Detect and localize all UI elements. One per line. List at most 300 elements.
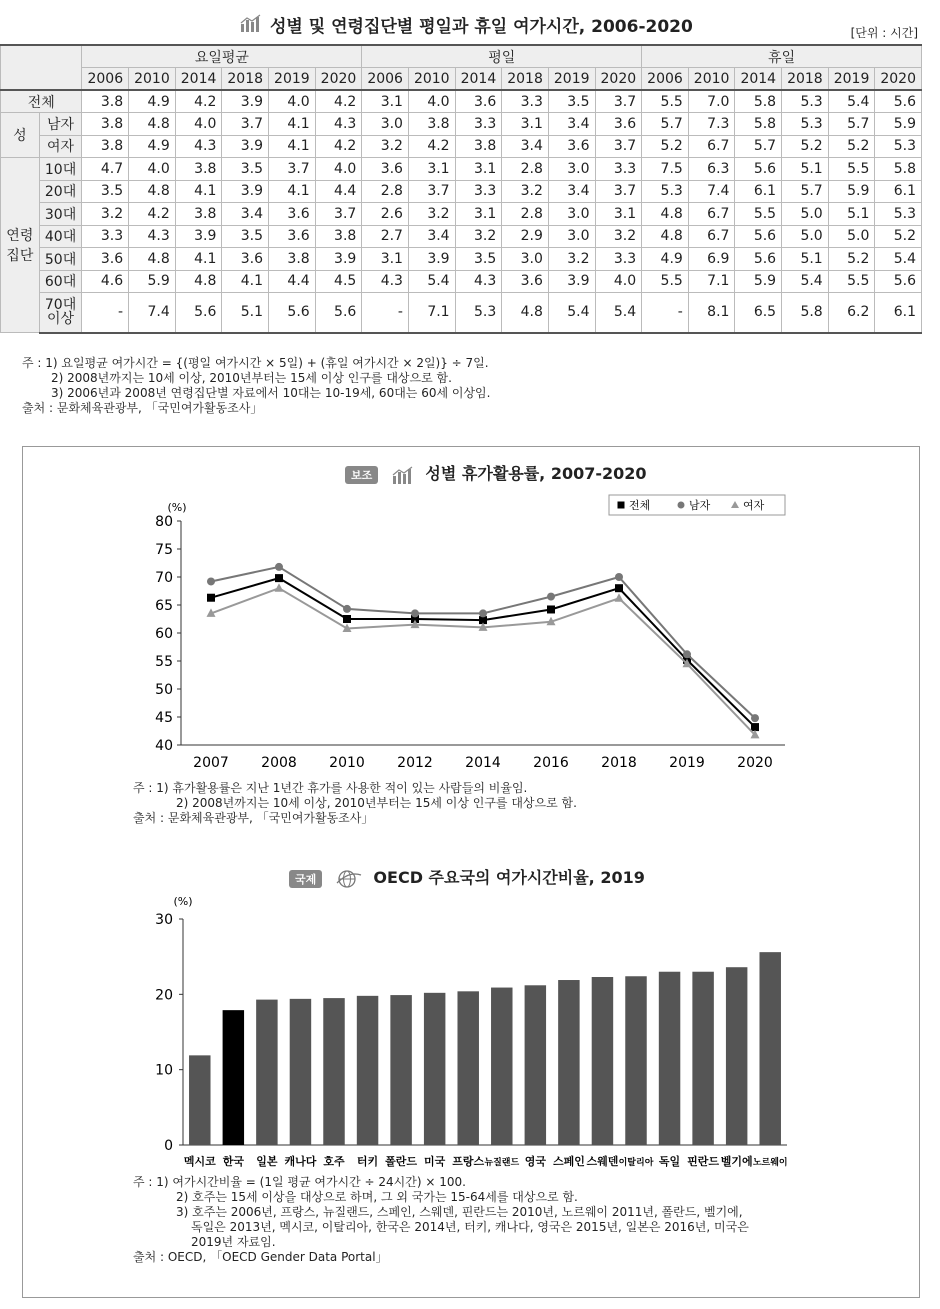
- table-cell: 5.4: [875, 248, 922, 271]
- row-category: 성: [1, 113, 40, 158]
- row-label: 남자: [39, 113, 82, 136]
- table-row: [1, 113, 922, 136]
- table-cell: 5.7: [828, 113, 875, 136]
- series-line-0: [211, 578, 755, 727]
- table-cell: 5.9: [129, 270, 176, 293]
- table-cell: 3.8: [82, 135, 129, 158]
- table-cell: 3.0: [548, 203, 595, 226]
- row-label: 30대: [39, 203, 82, 226]
- year-header: 2014: [455, 68, 502, 91]
- table-cell: 5.3: [782, 113, 829, 136]
- table-cell: 4.8: [175, 270, 222, 293]
- table-cell: 5.6: [315, 293, 362, 333]
- table-cell: 5.3: [875, 135, 922, 158]
- table-cell: 8.1: [688, 293, 735, 333]
- table-row: [1, 90, 922, 113]
- category-label: 핀란드: [687, 1155, 720, 1168]
- table-cell: 7.5: [642, 158, 689, 181]
- table-cell: 3.1: [455, 158, 502, 181]
- bar: [390, 995, 411, 1145]
- table-cell: 3.1: [455, 203, 502, 226]
- table-cell: 4.1: [222, 270, 269, 293]
- table-cell: 5.2: [782, 135, 829, 158]
- table-cell: 4.1: [175, 248, 222, 271]
- x-tick-label: 2010: [329, 755, 365, 771]
- table-cell: 5.5: [828, 158, 875, 181]
- data-point: [615, 593, 624, 602]
- table-cell: 4.9: [642, 248, 689, 271]
- category-label: 폴란드: [385, 1155, 418, 1168]
- table-cell: 4.3: [175, 135, 222, 158]
- table-cell: 5.0: [782, 225, 829, 248]
- table-row: [1, 180, 922, 203]
- leisure-time-table: [0, 44, 922, 334]
- table-notes: [22, 356, 490, 416]
- table-cell: 5.6: [735, 158, 782, 181]
- table-cell: 5.7: [782, 180, 829, 203]
- year-header: 2006: [82, 68, 129, 91]
- table-cell: 3.6: [455, 90, 502, 113]
- year-header: 2006: [642, 68, 689, 91]
- table-cell: 4.1: [269, 180, 316, 203]
- table-row: [1, 225, 922, 248]
- table-cell: 3.8: [408, 113, 455, 136]
- table-cell: 3.5: [455, 248, 502, 271]
- table-cell: 3.3: [82, 225, 129, 248]
- legend-marker: [678, 502, 685, 509]
- bar: [323, 998, 344, 1145]
- year-header: 2018: [502, 68, 549, 91]
- y-tick-label: 75: [155, 542, 173, 558]
- table-cell: 5.5: [642, 90, 689, 113]
- note-line: 2) 2008년까지는 10세 이상, 2010년부터는 15세 이상 인구를 대상으로 함.: [51, 371, 452, 385]
- note-line: 주 : 1) 휴가활용률은 지난 1년간 휴가를 사용한 적이 있는 사람들의 비율임.: [133, 781, 528, 795]
- table-cell: 6.1: [735, 180, 782, 203]
- line-chart-title: [345, 461, 647, 484]
- table-cell: 7.4: [688, 180, 735, 203]
- x-tick-label: 2016: [533, 755, 569, 771]
- table-cell: 3.7: [269, 158, 316, 181]
- source-line: 출처 : 문화체육관광부, 「국민여가활동조사」: [133, 811, 374, 825]
- category-label: 스페인: [552, 1155, 585, 1168]
- y-tick-label: 80: [155, 514, 173, 530]
- table-row: [1, 293, 922, 333]
- table-cell: 5.6: [735, 248, 782, 271]
- table-cell: 2.6: [362, 203, 409, 226]
- table-cell: 4.2: [315, 135, 362, 158]
- category-label: 미국: [424, 1155, 446, 1168]
- table-cell: 5.6: [269, 293, 316, 333]
- year-header: 2019: [269, 68, 316, 91]
- table-cell: 3.6: [82, 248, 129, 271]
- table-cell: 3.9: [222, 135, 269, 158]
- category-label: 영국: [524, 1155, 546, 1168]
- year-header: 2014: [175, 68, 222, 91]
- table-cell: 4.0: [269, 90, 316, 113]
- table-cell: 5.2: [875, 225, 922, 248]
- table-cell: 5.9: [875, 113, 922, 136]
- table-cell: 5.1: [828, 203, 875, 226]
- table-cell: 3.6: [362, 158, 409, 181]
- table-cell: 3.9: [222, 180, 269, 203]
- row-label: 60대: [39, 270, 82, 293]
- data-point: [411, 609, 419, 617]
- table-cell: 4.1: [175, 180, 222, 203]
- table-cell: 3.0: [548, 158, 595, 181]
- table-cell: 2.9: [502, 225, 549, 248]
- note-line: 2) 호주는 15세 이상을 대상으로 하며, 그 외 국가는 15-64세를 대상으로 함.: [176, 1190, 578, 1204]
- table-cell: 3.8: [82, 90, 129, 113]
- bar-chart: [23, 891, 919, 1171]
- unit-label: [단위 : 시간]: [850, 26, 918, 40]
- category-label: 벨기에: [720, 1155, 753, 1168]
- category-label: 노르웨이: [752, 1158, 788, 1168]
- bar: [491, 988, 512, 1145]
- bar: [189, 1055, 210, 1145]
- table-cell: 5.4: [408, 270, 455, 293]
- table-cell: 6.2: [828, 293, 875, 333]
- note-line: 3) 호주는 2006년, 프랑스, 뉴질랜드, 스페인, 스웨덴, 핀란드는 2010년, 노르웨이 2011년, 폴란드, 벨기에,: [176, 1205, 743, 1219]
- table-cell: 4.0: [315, 158, 362, 181]
- x-tick-label: 2007: [193, 755, 229, 771]
- table-cell: 5.6: [875, 270, 922, 293]
- table-cell: 3.5: [548, 90, 595, 113]
- year-header: 2020: [875, 68, 922, 91]
- table-cell: 5.2: [642, 135, 689, 158]
- bar: [625, 976, 646, 1145]
- table-cell: 5.8: [735, 90, 782, 113]
- table-cell: 5.8: [782, 293, 829, 333]
- row-label: 전체: [1, 90, 82, 113]
- bar: [726, 967, 747, 1145]
- data-point: [683, 650, 691, 658]
- table-cell: 3.9: [408, 248, 455, 271]
- table-cell: 3.4: [548, 113, 595, 136]
- table-cell: 3.6: [502, 270, 549, 293]
- year-header: 2019: [548, 68, 595, 91]
- table-cell: 3.6: [222, 248, 269, 271]
- table-cell: 4.3: [315, 113, 362, 136]
- table-cell: 3.6: [269, 225, 316, 248]
- table-cell: 5.4: [595, 293, 642, 333]
- table-cell: 2.8: [502, 203, 549, 226]
- table-cell: 3.5: [222, 158, 269, 181]
- y-tick-label: 50: [155, 682, 173, 698]
- year-header-row: [1, 68, 922, 91]
- bar: [357, 996, 378, 1145]
- line-chart-title-text: 성별 휴가활용률, 2007-2020: [425, 464, 647, 483]
- table-cell: 3.8: [455, 135, 502, 158]
- table-cell: 5.1: [222, 293, 269, 333]
- row-label: 여자: [39, 135, 82, 158]
- legend-label: 여자: [743, 499, 765, 512]
- table-cell: 3.8: [315, 225, 362, 248]
- year-header: 2010: [408, 68, 455, 91]
- table-cell: 6.9: [688, 248, 735, 271]
- table-cell: 4.1: [269, 135, 316, 158]
- table-cell: 5.8: [875, 158, 922, 181]
- table-cell: 4.9: [129, 90, 176, 113]
- table-cell: 5.6: [875, 90, 922, 113]
- table-cell: 5.5: [828, 270, 875, 293]
- x-tick-label: 2012: [397, 755, 433, 771]
- table-body: [1, 90, 922, 333]
- data-point: [343, 615, 351, 623]
- data-point: [343, 605, 351, 613]
- category-label: 호주: [323, 1155, 345, 1168]
- bar: [759, 952, 780, 1145]
- table-cell: -: [642, 293, 689, 333]
- year-header: 2020: [595, 68, 642, 91]
- note-line: 주 : 1) 여가시간비율 = (1일 평균 여가시간 ÷ 24시간) × 100.: [133, 1175, 466, 1189]
- data-point: [275, 563, 283, 571]
- bar: [592, 977, 613, 1145]
- table-cell: 3.1: [408, 158, 455, 181]
- table-cell: 3.4: [502, 135, 549, 158]
- data-point: [207, 577, 215, 585]
- y-tick-label: 60: [155, 626, 173, 642]
- bar: [256, 1000, 277, 1145]
- table-cell: 5.2: [828, 135, 875, 158]
- table-cell: 3.0: [362, 113, 409, 136]
- table-cell: 6.7: [688, 225, 735, 248]
- table-cell: 4.2: [129, 203, 176, 226]
- table-cell: 4.8: [642, 225, 689, 248]
- table-cell: 3.7: [315, 203, 362, 226]
- table-cell: 3.8: [175, 158, 222, 181]
- y-tick-label: 45: [155, 710, 173, 726]
- table-corner: [1, 45, 82, 90]
- table-cell: 3.6: [269, 203, 316, 226]
- table-row: [1, 270, 922, 293]
- y-axis-unit: (%): [173, 895, 193, 908]
- table-cell: 4.4: [269, 270, 316, 293]
- legend-label: 전체: [629, 499, 651, 512]
- y-tick-label: 30: [155, 912, 173, 928]
- year-header: 2006: [362, 68, 409, 91]
- bar: [223, 1010, 244, 1145]
- year-header: 2014: [735, 68, 782, 91]
- year-header: 2010: [688, 68, 735, 91]
- y-tick-label: 65: [155, 598, 173, 614]
- y-tick-label: 55: [155, 654, 173, 670]
- table-cell: 4.0: [175, 113, 222, 136]
- table-cell: 4.7: [82, 158, 129, 181]
- table-cell: 6.1: [875, 293, 922, 333]
- table-cell: 3.9: [175, 225, 222, 248]
- table-cell: 3.2: [408, 203, 455, 226]
- bar: [290, 999, 311, 1145]
- table-cell: 5.2: [828, 248, 875, 271]
- series-line-1: [211, 567, 755, 718]
- legend-marker: [618, 502, 625, 509]
- table-cell: 3.7: [222, 113, 269, 136]
- table-cell: 6.5: [735, 293, 782, 333]
- note-line: 3) 2006년과 2008년 연령집단별 자료에서 10대는 10-19세, 60대는 60세 이상임.: [51, 386, 491, 400]
- charts-panel: [22, 446, 920, 1298]
- table-cell: 7.0: [688, 90, 735, 113]
- table-cell: 3.1: [502, 113, 549, 136]
- category-label: 독일: [658, 1155, 681, 1168]
- table-cell: 3.1: [595, 203, 642, 226]
- table-cell: 6.7: [688, 135, 735, 158]
- source-line: 출처 : OECD, 「OECD Gender Data Portal」: [133, 1250, 388, 1264]
- y-tick-label: 0: [164, 1138, 173, 1154]
- x-tick-label: 2019: [669, 755, 705, 771]
- year-header: 2018: [222, 68, 269, 91]
- source-line: 출처 : 문화체육관광부, 「국민여가활동조사」: [22, 401, 263, 415]
- table-cell: 5.3: [875, 203, 922, 226]
- line-chart-notes: [133, 781, 577, 826]
- table-cell: 5.6: [735, 225, 782, 248]
- table-cell: 3.0: [502, 248, 549, 271]
- category-label: 뉴질랜드: [484, 1158, 520, 1168]
- table-cell: 7.1: [408, 293, 455, 333]
- line-chart: [23, 489, 919, 809]
- table-cell: 3.0: [548, 225, 595, 248]
- table-cell: 3.2: [82, 203, 129, 226]
- year-header: 2010: [129, 68, 176, 91]
- note-line: 2) 2008년까지는 10세 이상, 2010년부터는 15세 이상 인구를 대상으로 함.: [176, 796, 577, 810]
- table-row: [1, 158, 922, 181]
- table-cell: 3.2: [502, 180, 549, 203]
- globe-icon: [336, 869, 362, 889]
- table-cell: 4.8: [129, 248, 176, 271]
- data-point: [751, 714, 759, 722]
- table-cell: 4.8: [502, 293, 549, 333]
- table-cell: 3.1: [362, 248, 409, 271]
- year-header: 2018: [782, 68, 829, 91]
- table-cell: 5.7: [642, 113, 689, 136]
- table-cell: 3.5: [222, 225, 269, 248]
- table-cell: 5.3: [782, 90, 829, 113]
- row-label: 50대: [39, 248, 82, 271]
- category-label: 한국: [222, 1155, 244, 1168]
- table-cell: 4.8: [129, 113, 176, 136]
- table-row: [1, 248, 922, 271]
- table-cell: 6.7: [688, 203, 735, 226]
- table-cell: 4.0: [595, 270, 642, 293]
- data-point: [275, 583, 284, 592]
- table-cell: 3.8: [82, 113, 129, 136]
- data-point: [479, 609, 487, 617]
- table-cell: 5.6: [175, 293, 222, 333]
- table-cell: 3.3: [595, 248, 642, 271]
- data-point: [751, 723, 759, 731]
- row-category: 연령집단: [1, 158, 40, 333]
- bar-chart-icon: [392, 466, 414, 484]
- group-header: 휴일: [642, 45, 922, 68]
- table-cell: -: [82, 293, 129, 333]
- table-cell: 3.3: [455, 113, 502, 136]
- table-cell: 4.0: [129, 158, 176, 181]
- table-cell: 3.5: [82, 180, 129, 203]
- table-cell: -: [362, 293, 409, 333]
- table-cell: 5.5: [735, 203, 782, 226]
- table-cell: 3.9: [315, 248, 362, 271]
- table-cell: 4.4: [315, 180, 362, 203]
- data-point: [615, 584, 623, 592]
- table-cell: 4.1: [269, 113, 316, 136]
- table-cell: 3.4: [222, 203, 269, 226]
- row-label: 10대: [39, 158, 82, 181]
- table-cell: 5.4: [548, 293, 595, 333]
- table-cell: 5.3: [642, 180, 689, 203]
- table-cell: 3.9: [548, 270, 595, 293]
- data-point: [615, 573, 623, 581]
- page-header: [0, 8, 940, 38]
- bar: [525, 985, 546, 1145]
- table-cell: 5.7: [735, 135, 782, 158]
- table-cell: 5.5: [642, 270, 689, 293]
- note-line: 주 : 1) 요일평균 여가시간 = {(평일 여가시간 × 5일) + (휴일 여가시간 × 2일)} ÷ 7일.: [22, 356, 489, 370]
- table-cell: 4.2: [175, 90, 222, 113]
- data-point: [547, 593, 555, 601]
- table-cell: 4.3: [362, 270, 409, 293]
- bar-chart-icon: [240, 14, 262, 32]
- table-cell: 5.1: [782, 158, 829, 181]
- table-cell: 3.8: [175, 203, 222, 226]
- page-title: 성별 및 연령집단별 평일과 휴일 여가시간, 2006-2020: [270, 17, 693, 37]
- table-cell: 3.2: [595, 225, 642, 248]
- year-header: 2019: [828, 68, 875, 91]
- table-cell: 4.6: [82, 270, 129, 293]
- group-header: 요일평균: [82, 45, 362, 68]
- category-label: 캐나다: [284, 1155, 317, 1168]
- table-cell: 3.7: [595, 90, 642, 113]
- data-point: [207, 594, 215, 602]
- x-tick-label: 2020: [737, 755, 773, 771]
- category-label: 멕시코: [183, 1155, 216, 1168]
- y-axis-unit: (%): [167, 501, 187, 514]
- bar: [558, 980, 579, 1145]
- table-cell: 5.4: [782, 270, 829, 293]
- table-cell: 3.7: [595, 180, 642, 203]
- table-cell: 4.2: [315, 90, 362, 113]
- data-point: [547, 605, 555, 613]
- bar-chart-badge: 국제: [289, 870, 322, 888]
- table-cell: 5.0: [782, 203, 829, 226]
- table-cell: 3.9: [222, 90, 269, 113]
- table-cell: 3.3: [502, 90, 549, 113]
- table-cell: 4.2: [408, 135, 455, 158]
- category-label: 스웨덴: [586, 1155, 619, 1168]
- table-cell: 6.1: [875, 180, 922, 203]
- bar: [692, 972, 713, 1145]
- bar-chart-title-text: OECD 주요국의 여가시간비율, 2019: [373, 868, 645, 887]
- table-cell: 3.7: [595, 135, 642, 158]
- table-cell: 3.3: [595, 158, 642, 181]
- table-cell: 5.1: [782, 248, 829, 271]
- table-cell: 3.2: [362, 135, 409, 158]
- table-cell: 4.8: [129, 180, 176, 203]
- table-cell: 3.8: [269, 248, 316, 271]
- row-label: 20대: [39, 180, 82, 203]
- category-label: 터키: [356, 1155, 379, 1168]
- note-line: 독일은 2013년, 멕시코, 이탈리아, 한국은 2014년, 터키, 캐나다, 영국은 2015년, 일본은 2016년, 미국은: [191, 1220, 749, 1234]
- group-header: 평일: [362, 45, 642, 68]
- row-label: 70대 이상: [39, 293, 82, 333]
- chart-legend: [609, 495, 785, 515]
- table-cell: 3.1: [362, 90, 409, 113]
- legend-label: 남자: [689, 499, 711, 512]
- bar: [457, 991, 478, 1145]
- table-cell: 3.3: [455, 180, 502, 203]
- bar: [424, 993, 445, 1145]
- row-label: 40대: [39, 225, 82, 248]
- table-cell: 4.9: [129, 135, 176, 158]
- table-cell: 3.6: [595, 113, 642, 136]
